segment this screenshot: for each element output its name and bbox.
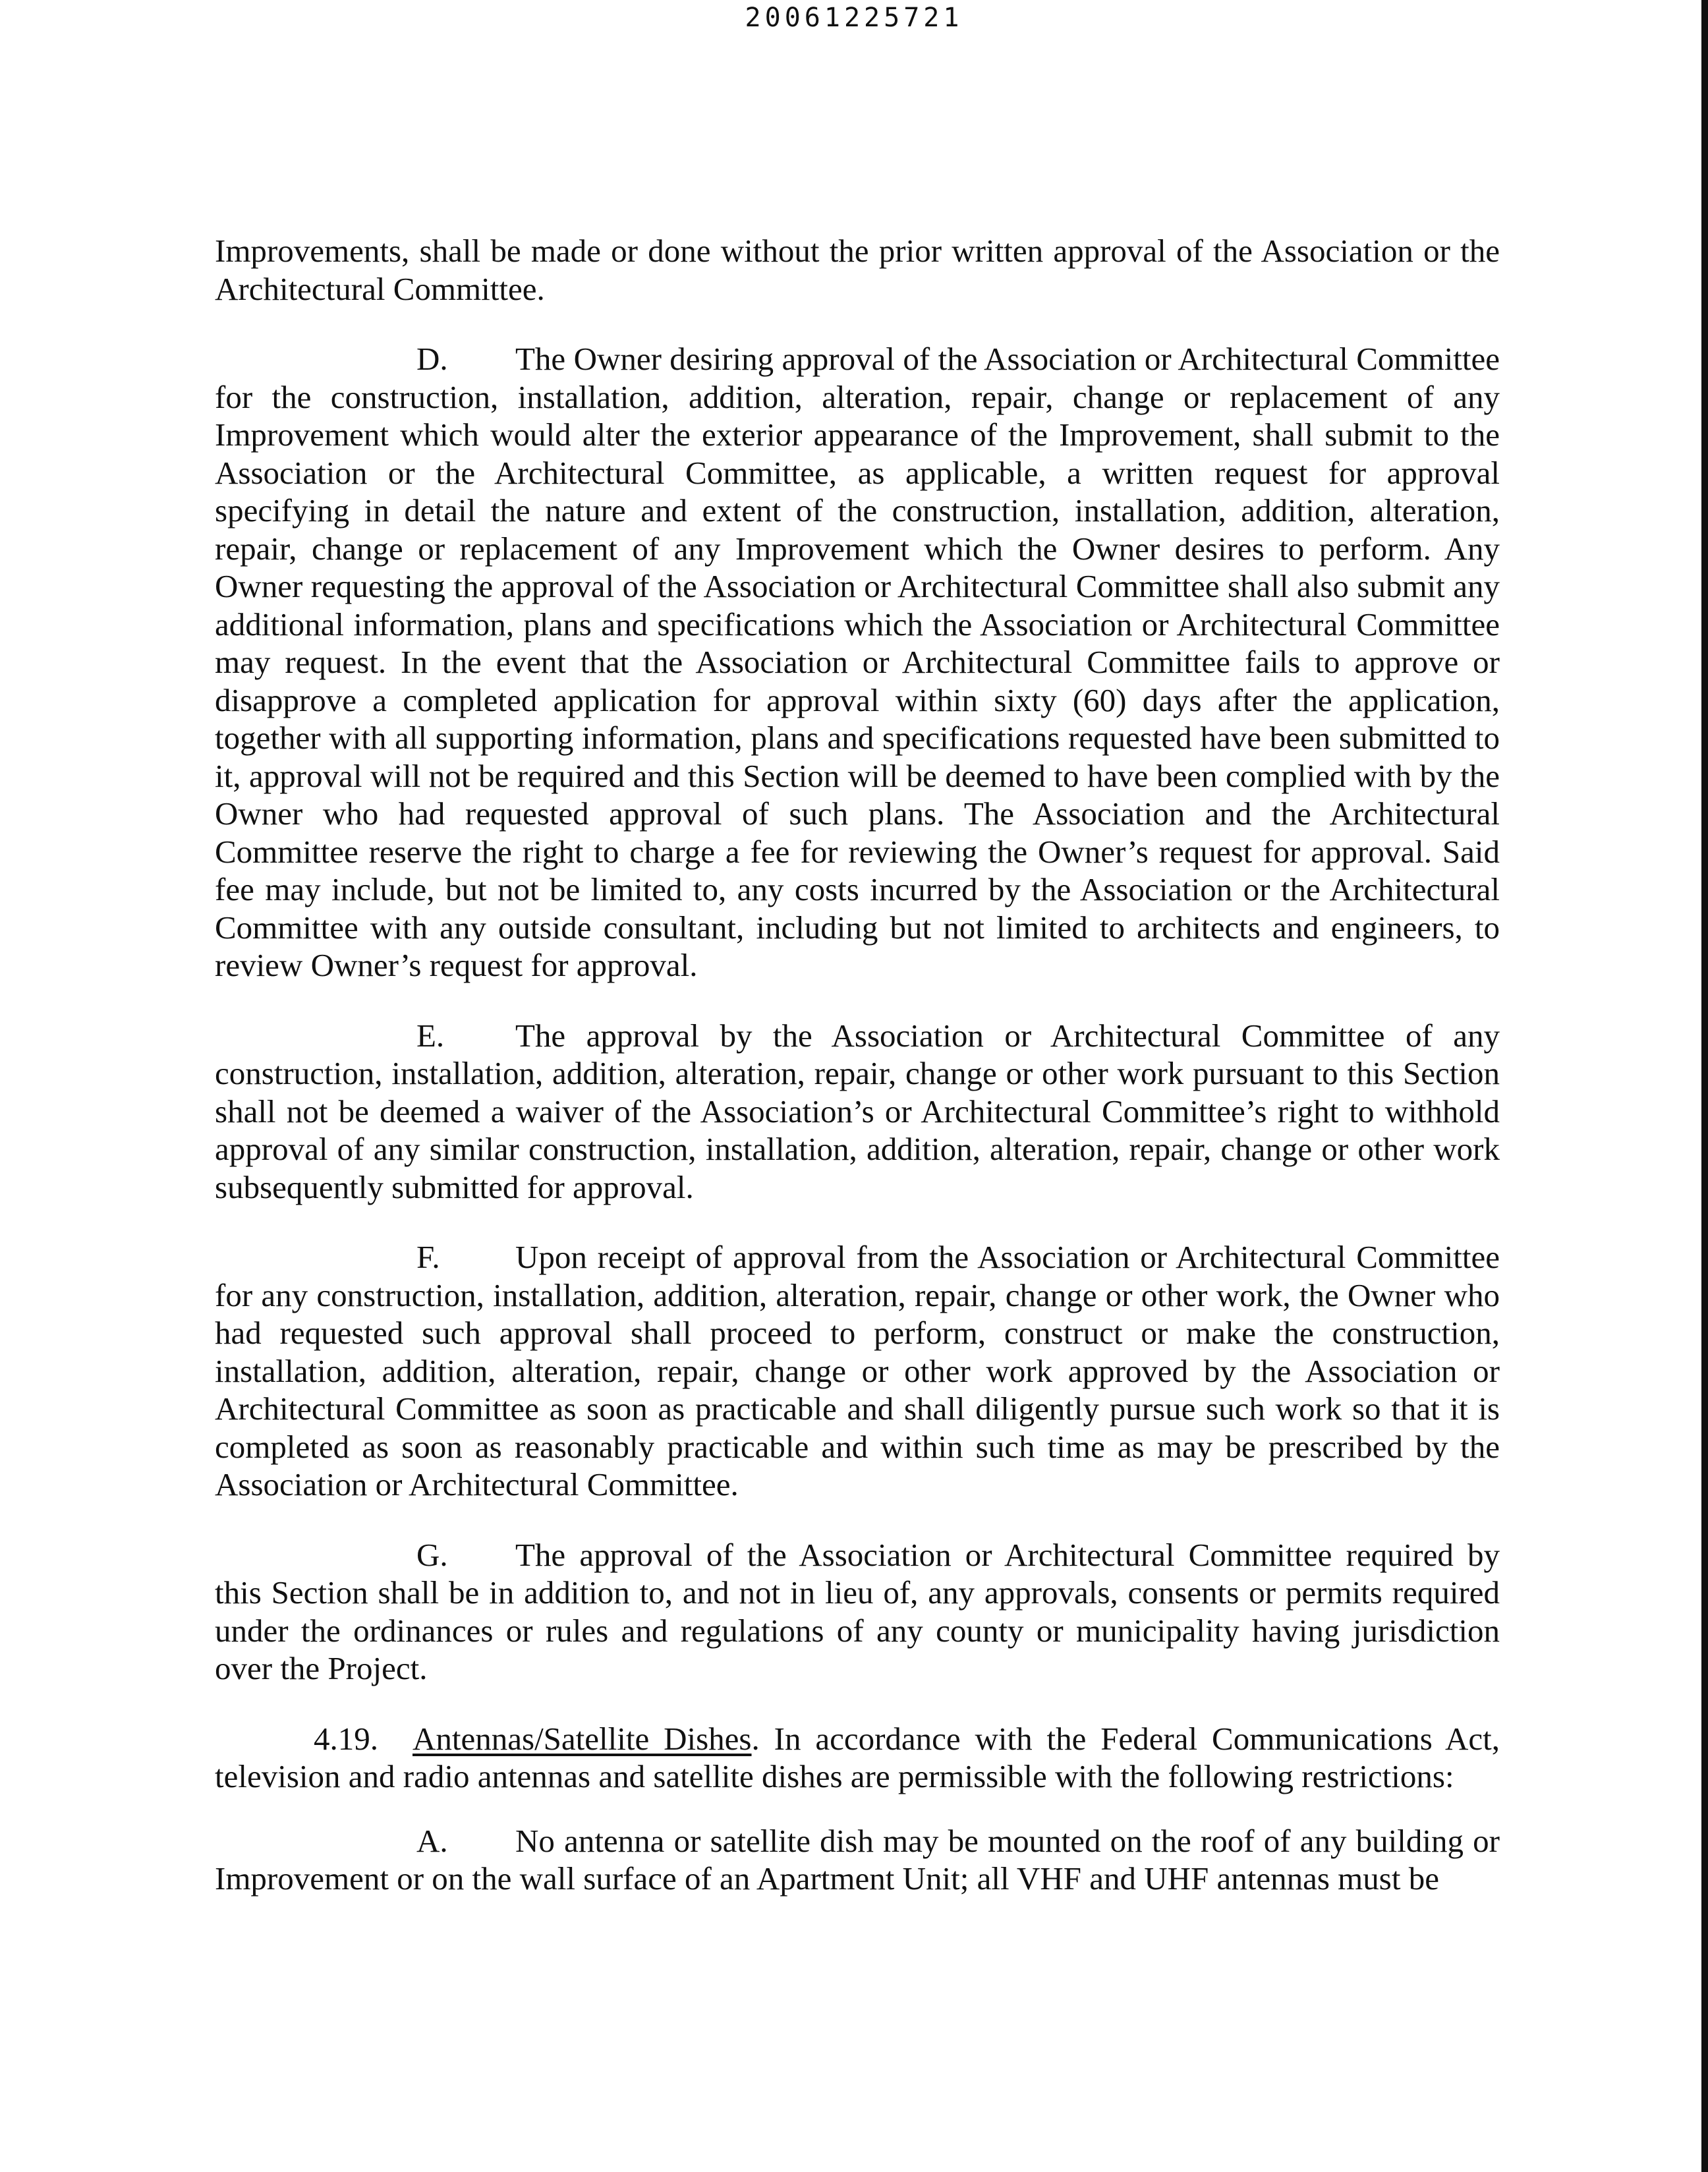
paragraph-f [215, 1238, 1500, 1504]
paragraph-e-text: The approval by the Association or Architectural Committee of any construction, installation, addition, alteration, repair, change or other work pursuant to this Section shall not be deemed a waiver of the Association’s or Architectural Committee’s right to withhold approval of any similar construction, installation, addition, alteration, repair, change or other work subsequently submitted for approval. [215, 1017, 1500, 1205]
document-body [215, 232, 1500, 1930]
section-4-19-number: 4.19. [314, 1720, 378, 1757]
paragraph-f-text: Upon receipt of approval from the Association or Architectural Committee for any construction, installation, addition, alteration, repair, change or other work, the Owner who had requested such approval shall proceed to perform, construct or make the construction, installation, addition, alteration, repair, change or other work approved by the Association or Architectural Committee as soon as practicable and shall diligently pursue such work so that it is completed as soon as reasonably practicable and within such time as may be prescribed by the Association or Architectural Committee. [215, 1239, 1500, 1502]
paragraph-f-letter: F. [416, 1239, 440, 1275]
paragraph-d [215, 340, 1500, 985]
document-number: 20061225721 [745, 3, 963, 33]
section-4-19-heading: Antennas/Satellite Dishes [413, 1720, 752, 1757]
paragraph-e-letter: E. [416, 1017, 445, 1054]
section-4-19-text: . In accordance with the Federal Communications Act, television and radio antennas and satellite dishes are permissible with the following restrictions: [215, 1720, 1500, 1794]
paragraph-e [215, 1017, 1500, 1207]
paragraph-g-text: The approval of the Association or Architectural Committee required by this Section shall be in addition to, and not in lieu of, any approvals, consents or permits required under the ordinances or rules and regulations of any county or municipality having jurisdiction over the Project. [215, 1536, 1500, 1686]
scan-edge-border [1701, 0, 1708, 2172]
paragraph-d-letter: D. [416, 341, 448, 377]
paragraph-continuation-text: Improvements, shall be made or done without the prior written approval of the Association or the Architectural Committee. [215, 233, 1500, 307]
paragraph-continuation [215, 232, 1500, 308]
paragraph-d-text: The Owner desiring approval of the Association or Architectural Committee for the construction, installation, addition, alteration, repair, change or replacement of any Improvement which would alter the exterior appearance of the Improvement, shall submit to the Association or the Architectural Committee, as applicable, a written request for approval specifying in detail the nature and extent of the construction, installation, addition, alteration, repair, change or replacement of any Improvement which the Owner desires to perform. Any Owner requesting the approval of the Association or Architectural Committee shall also submit any additional information, plans and specifications which the Association or Architectural Committee may request. In the event that the Association or Architectural Committee fails to approve or disapprove a completed application for approval within sixty (60) days after the application, together with all supporting information, plans and specifications requested have been submitted to it, approval will not be required and this Section will be deemed to have been complied with by the Owner who had requested approval of such plans. The Association and the Architectural Committee reserve the right to charge a fee for reviewing the Owner’s request for approval. Said fee may include, but not be limited to, any costs incurred by the Association or the Architectural Committee with any outside consultant, including but not limited to architects and engineers, to review Owner’s request for approval. [215, 341, 1500, 983]
paragraph-g-letter: G. [416, 1536, 448, 1573]
paragraph-a-letter: A. [416, 1822, 448, 1859]
paragraph-a-text: No antenna or satellite dish may be mounted on the roof of any building or Improvement or on the wall surface of an Apartment Unit; all VHF and UHF antennas must be [215, 1822, 1500, 1897]
section-4-19 [215, 1720, 1500, 1796]
paragraph-g [215, 1536, 1500, 1688]
paragraph-a [215, 1822, 1500, 1898]
